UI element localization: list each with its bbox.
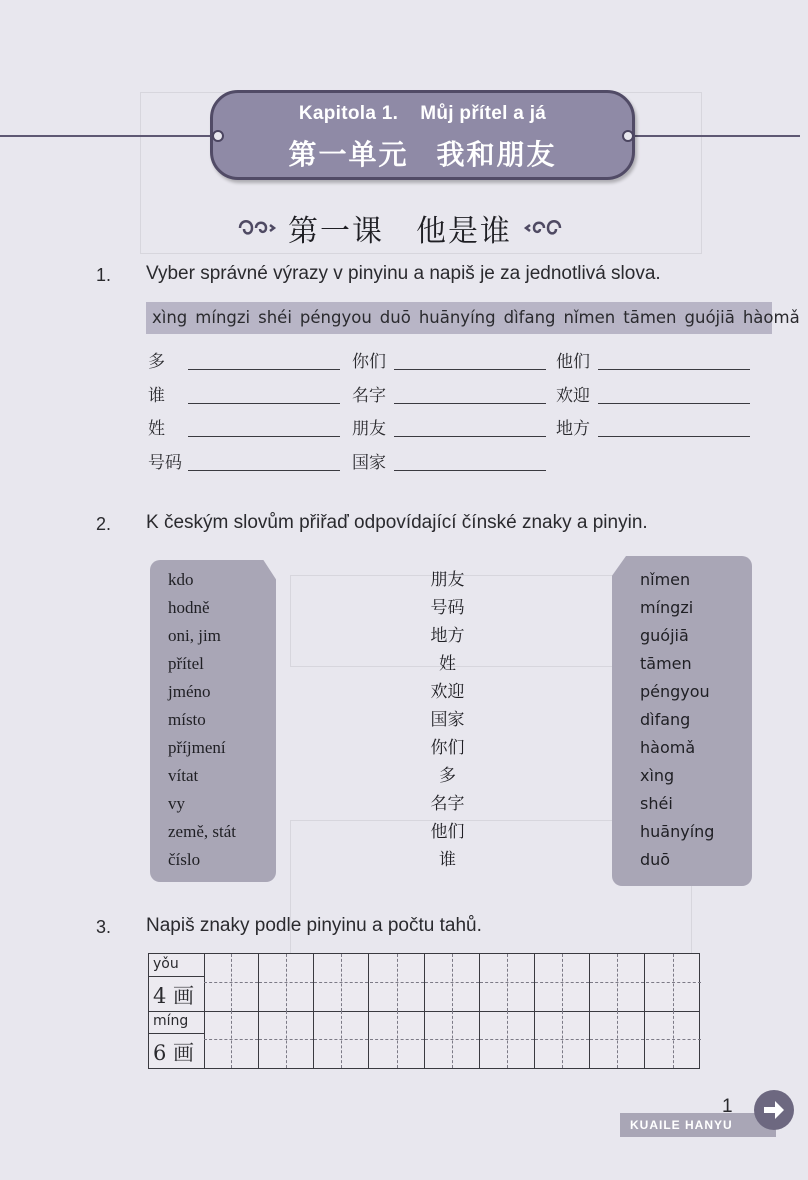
chinese-word[interactable]: 多 [439, 766, 456, 786]
fill-in-item[interactable] [352, 415, 547, 443]
pinyin-word[interactable]: xìng [640, 766, 675, 785]
fill-in-hanzi: 谁 [148, 386, 165, 406]
fill-in-item[interactable] [148, 449, 343, 477]
pinyin-word[interactable]: hàomǎ [640, 738, 696, 757]
chapter-name-chinese: 我和朋友 [436, 138, 557, 171]
answer-line[interactable] [598, 436, 750, 437]
chinese-word[interactable]: 朋友 [430, 570, 465, 590]
fill-in-hanzi: 多 [148, 352, 165, 372]
fill-in-item[interactable] [148, 348, 343, 376]
fill-in-hanzi: 国家 [352, 453, 386, 473]
fill-in-item[interactable] [352, 382, 547, 410]
pinyin-word[interactable]: péngyou [640, 682, 710, 701]
ornament-left-icon [236, 216, 276, 246]
writing-cell[interactable] [535, 954, 590, 1011]
czech-word[interactable]: kdo [168, 570, 194, 589]
row-pinyin: yǒu [153, 956, 179, 972]
fill-in-item[interactable] [556, 348, 752, 376]
czech-word[interactable]: přítel [168, 654, 204, 673]
lesson-title [0, 206, 800, 250]
writing-cell[interactable] [204, 1011, 259, 1068]
fill-in-item[interactable] [556, 415, 752, 443]
writing-cell[interactable] [425, 1011, 480, 1068]
chapter-unit-chinese: 第一单元 [288, 138, 409, 171]
czech-word[interactable]: místo [168, 710, 206, 729]
pinyin-word[interactable]: dìfang [640, 710, 691, 729]
fill-in-hanzi: 姓 [148, 419, 165, 439]
pinyin-word: hàomǎ [742, 308, 800, 327]
fill-in-item[interactable] [148, 415, 343, 443]
writing-cell[interactable] [590, 954, 645, 1011]
answer-line[interactable] [188, 403, 340, 404]
ornament-right-icon [524, 216, 564, 246]
chapter-number: Kapitola 1. [298, 103, 399, 124]
czech-word[interactable]: oni, jim [168, 626, 221, 645]
pinyin-word[interactable]: shéi [640, 794, 673, 813]
fill-in-hanzi: 朋友 [352, 419, 386, 439]
chinese-word[interactable]: 号码 [430, 598, 465, 618]
answer-line[interactable] [394, 436, 546, 437]
writing-row [149, 1011, 699, 1068]
writing-cell[interactable] [646, 954, 701, 1011]
writing-cell[interactable] [480, 954, 535, 1011]
exercise-3-number: 3. [96, 917, 112, 937]
fill-in-hanzi: 地方 [556, 419, 590, 439]
pinyin-word: shéi [258, 308, 292, 327]
chinese-word[interactable]: 地方 [430, 626, 465, 646]
answer-line[interactable] [188, 470, 340, 471]
chapter-banner [210, 90, 635, 180]
pinyin-word-bank [146, 302, 800, 334]
row-pinyin: míng [153, 1013, 189, 1029]
pinyin-word: xìng [152, 308, 188, 327]
pinyin-word: guójiā [684, 308, 735, 327]
header-rule-left [0, 135, 215, 137]
czech-word[interactable]: příjmení [168, 738, 226, 757]
answer-line[interactable] [598, 369, 750, 370]
writing-cell[interactable] [259, 954, 314, 1011]
header-dot-left [212, 130, 224, 142]
chapter-title-chinese [213, 133, 632, 173]
pinyin-word[interactable]: míngzi [640, 598, 694, 617]
writing-cell[interactable] [204, 954, 259, 1011]
chinese-word[interactable]: 欢迎 [430, 682, 465, 702]
exercise-2-instruction: K českým slovům přiřaď odpovídající čínské znaky a pinyin. [146, 512, 648, 533]
writing-cell[interactable] [425, 954, 480, 1011]
pinyin-word: duō [379, 308, 411, 327]
czech-word[interactable]: číslo [168, 850, 201, 869]
pinyin-word: dìfang [503, 308, 556, 327]
fill-in-item[interactable] [148, 382, 343, 410]
czech-word[interactable]: jméno [168, 682, 211, 701]
exercise-2-number: 2. [96, 514, 112, 534]
answer-line[interactable] [188, 369, 340, 370]
page-number: 1 [722, 1096, 733, 1117]
header-dot-right [622, 130, 634, 142]
lesson-name: 他是谁 [416, 214, 512, 249]
exercise-3-instruction: Napiš znaky podle pinyinu a počtu tahů. [146, 915, 482, 936]
writing-cell[interactable] [480, 1011, 535, 1068]
writing-row [149, 954, 699, 1012]
czech-word[interactable]: vy [168, 794, 185, 813]
writing-cell[interactable] [535, 1011, 590, 1068]
chinese-word[interactable]: 谁 [439, 850, 456, 870]
fill-in-hanzi: 他们 [556, 352, 590, 372]
chinese-word[interactable]: 你们 [430, 738, 465, 758]
chinese-word[interactable]: 名字 [430, 794, 465, 814]
label-divider [149, 1033, 204, 1034]
fill-in-hanzi: 你们 [352, 352, 386, 372]
exercise-1-instruction: Vyber správné výrazy v pinyinu a napiš je za jednotlivá slova. [146, 263, 661, 284]
answer-line[interactable] [394, 403, 546, 404]
writing-row-label [149, 1011, 205, 1068]
pinyin-word: nǐmen [563, 308, 616, 327]
chinese-word[interactable]: 他们 [430, 822, 465, 842]
chapter-name-czech: Můj přítel a já [420, 103, 547, 124]
answer-line[interactable] [188, 436, 340, 437]
writing-cell[interactable] [259, 1011, 314, 1068]
chinese-word[interactable]: 姓 [439, 654, 456, 674]
footer-brand: KUAILE HANYU [630, 1118, 733, 1132]
pinyin-word: péngyou [299, 308, 372, 327]
writing-cell[interactable] [370, 1011, 425, 1068]
pinyin-word[interactable]: duō [640, 850, 671, 869]
lesson-number: 第一课 [288, 214, 384, 249]
next-page-arrow-icon[interactable] [754, 1090, 794, 1130]
writing-cell[interactable] [370, 954, 425, 1011]
pinyin-word: huānyíng [418, 308, 496, 327]
pinyin-word[interactable]: tāmen [640, 654, 692, 673]
character-writing-grid [148, 953, 700, 1069]
czech-word[interactable]: hodně [168, 598, 210, 617]
fill-in-item[interactable] [556, 382, 752, 410]
writing-cell[interactable] [314, 954, 369, 1011]
czech-word[interactable]: vítat [168, 766, 199, 785]
answer-line[interactable] [394, 470, 546, 471]
chapter-title-czech [213, 103, 632, 125]
fill-in-hanzi: 欢迎 [556, 386, 590, 406]
pinyin-word[interactable]: nǐmen [640, 570, 691, 589]
answer-line[interactable] [394, 369, 546, 370]
row-stroke-count: 6 画 [153, 1041, 195, 1065]
pinyin-word[interactable]: guójiā [640, 626, 689, 645]
writing-cell[interactable] [314, 1011, 369, 1068]
chinese-word[interactable]: 国家 [430, 710, 465, 730]
fill-in-hanzi: 名字 [352, 386, 386, 406]
writing-cell[interactable] [646, 1011, 701, 1068]
czech-word[interactable]: země, stát [168, 822, 236, 841]
header-rule-right [630, 135, 800, 137]
exercise-1-number: 1. [96, 265, 112, 285]
pinyin-word: tāmen [623, 308, 677, 327]
fill-in-item[interactable] [352, 348, 547, 376]
fill-in-item[interactable] [352, 449, 547, 477]
fill-in-hanzi: 号码 [148, 453, 182, 473]
writing-cell[interactable] [590, 1011, 645, 1068]
answer-line[interactable] [598, 403, 750, 404]
label-divider [149, 976, 204, 977]
pinyin-word[interactable]: huānyíng [640, 822, 715, 841]
row-stroke-count: 4 画 [153, 984, 195, 1008]
pinyin-word: míngzi [195, 308, 251, 327]
writing-row-label [149, 954, 205, 1011]
